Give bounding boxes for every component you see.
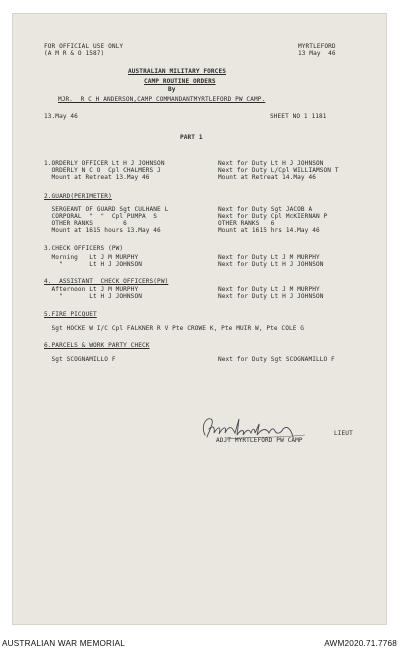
section-2-line-1: SERGEANT OF GUARD Sgt CULHANE L xyxy=(44,206,169,213)
section-1-heading: 1.ORDERLY OFFICER Lt H J JOHNSON xyxy=(44,160,165,167)
section-3-line-2: " Lt H J JOHNSON xyxy=(44,261,142,268)
signatory-role: ADJT MYRTLEFORD PW CAMP xyxy=(216,437,303,444)
section-1-line-2: ORDERLY N C O Cpl CHALMERS J xyxy=(44,167,161,174)
place-name: MYRTLEFORD xyxy=(298,43,336,50)
section-2-next-2: Next for Duty Cpl McKIERNAN P xyxy=(218,213,328,220)
section-5-line-1: Sgt HOCKE W I/C Cpl FALKNER R V Pte CROWE K, Pte MUIR W, Pte COLE G xyxy=(44,325,305,332)
section-4-line-2: " Lt H J JOHNSON xyxy=(44,293,142,300)
section-3-heading: 3.CHECK OFFICERS (PW) xyxy=(44,245,124,252)
section-6-next-1: Next for Duty Sgt SCOGNAMILLO F xyxy=(218,356,335,363)
section-1-next-3: Mount at Retreat 14.May 46 xyxy=(218,174,316,181)
section-2-next-4: Mount at 1615 hrs 14.May 46 xyxy=(218,227,320,234)
section-2-line-2: CORPORAL " " Cpl PUMPA S xyxy=(44,213,158,220)
section-4-next-1: Next for Duty Lt J M MURPHY xyxy=(218,286,320,293)
section-3-line-1: Morning Lt J M MURPHY xyxy=(44,254,139,261)
section-5-heading: 5.FIRE PICQUET xyxy=(44,311,97,318)
section-6-heading: 6.PARCELS & WORK PARTY CHECK xyxy=(44,342,150,349)
section-6-line-1: Sgt SCOGNAMILLO F xyxy=(44,356,116,363)
section-4-heading: 4. ASSISTANT CHECK OFFICERS(PW) xyxy=(44,278,169,285)
section-1-next-2: Next for Duty L/Cpl WILLIAMSON T xyxy=(218,167,339,174)
section-2-line-3: OTHER RANKS 6 xyxy=(44,220,127,227)
header-date: 13 May 46 xyxy=(298,50,336,57)
sheet-number: SHEET NO 1 1181 xyxy=(270,113,327,120)
section-1-line-3: Mount at Retreat 13.May 46 xyxy=(44,174,150,181)
section-4-line-1: Afternoon Lt J M MURPHY xyxy=(44,286,139,293)
section-2-line-4: Mount at 1615 hours 13.May 46 xyxy=(44,227,161,234)
section-2-heading: 2.GUARD(PERIMETER) xyxy=(44,193,112,200)
section-1-next-1: Next for Duty Lt H J JOHNSON xyxy=(218,160,324,167)
form-reference: (A M R & O 1587) xyxy=(44,50,105,57)
section-3-next-2: Next for Duty Lt H J JOHNSON xyxy=(218,261,324,268)
official-use-label: FOR OFFICIAL USE ONLY xyxy=(44,43,124,50)
part-heading: PART 1 xyxy=(180,134,203,141)
title-line-2: CAMP ROUTINE ORDERS xyxy=(144,78,216,85)
section-2-next-3: OTHER RANKS 6 xyxy=(218,220,275,227)
document-page xyxy=(12,13,387,625)
signatory-rank: LIEUT xyxy=(334,430,353,437)
title-line-3: By xyxy=(168,86,176,93)
section-2-next-1: Next for Duty Sgt JACOB A xyxy=(218,206,313,213)
author-line: MJR. R C H ANDERSON,CAMP COMMANDANTMYRTLEFORD PW CAMP. xyxy=(58,96,266,103)
section-4-next-2: Next for Duty Lt H J JOHNSON xyxy=(218,293,324,300)
title-line-1: AUSTRALIAN MILITARY FORCES xyxy=(128,68,226,75)
section-3-next-1: Next for Duty Lt J M MURPHY xyxy=(218,254,320,261)
footer-accession-number: AWM2020.71.7768 xyxy=(324,639,397,648)
order-date: 13.May 46 xyxy=(44,113,78,120)
footer-credit: AUSTRALIAN WAR MEMORIAL xyxy=(2,639,126,648)
